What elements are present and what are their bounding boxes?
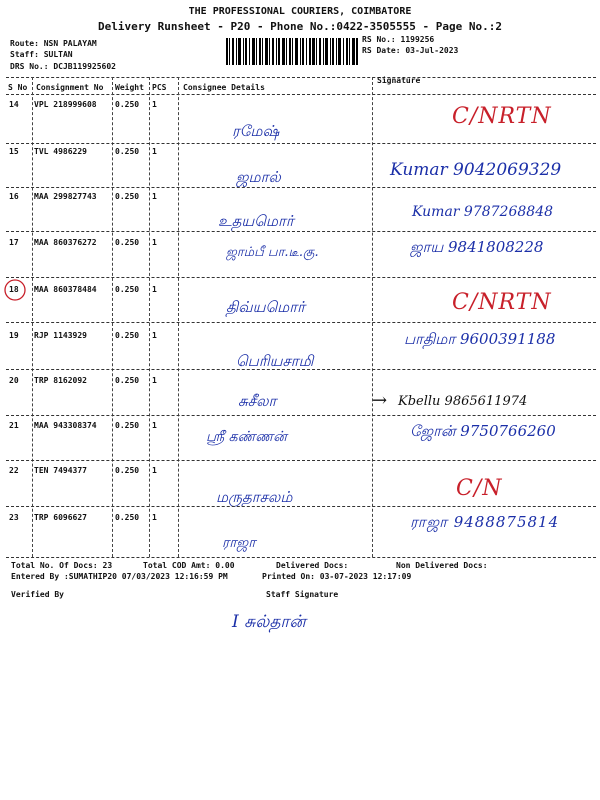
row-consignment: RJP 1143929 — [34, 331, 87, 340]
row-signature: Kumar 9787268848 — [412, 204, 554, 220]
row-divider — [6, 369, 596, 370]
rs-date: RS Date: 03-Jul-2023 — [362, 46, 459, 55]
row-consignee: பெரியசாமி — [236, 352, 314, 370]
barcode-image — [226, 38, 359, 65]
staff-signature-value: I சுல்தான் — [232, 612, 306, 632]
row-consignment: MAA 299827743 — [34, 192, 97, 201]
row-pcs: 1 — [152, 331, 157, 340]
col-divider — [372, 77, 373, 557]
row-pcs: 1 — [152, 192, 157, 201]
row-signature: பாதிமா 9600391188 — [404, 330, 556, 348]
row-weight: 0.250 — [115, 331, 140, 340]
row-consignment: VPL 218999608 — [34, 100, 97, 109]
col-header-consignee: Consignee Details — [183, 83, 265, 92]
row-sno: 18 — [9, 285, 19, 294]
printed-on: Printed On: 03-07-2023 12:17:09 — [262, 572, 412, 581]
row-consignee: ஜமால் — [236, 168, 281, 186]
row-weight: 0.250 — [115, 238, 140, 247]
row-sno: 20 — [9, 376, 19, 385]
col-header-pcs: PCS — [152, 83, 167, 92]
entered-by: Entered By :SUMATHIP20 07/03/2023 12:16:59 PM — [11, 572, 228, 581]
col-divider — [112, 77, 113, 557]
row-sno: 14 — [9, 100, 19, 109]
row-divider — [6, 506, 596, 507]
col-divider — [149, 77, 150, 557]
row-consignee: சுசீலா — [238, 392, 277, 410]
row-signature: C/NRTN — [452, 290, 552, 315]
row-divider — [6, 231, 596, 232]
staff-signature-label: Staff Signature — [266, 590, 339, 599]
row-pcs: 1 — [152, 147, 157, 156]
row-sno: 19 — [9, 331, 19, 340]
row-signature: Kbellu 9865611974 — [398, 394, 528, 409]
row-consignment: TRP 8162092 — [34, 376, 87, 385]
row-weight: 0.250 — [115, 192, 140, 201]
staff-label: Staff: SULTAN — [10, 50, 73, 59]
document-title: THE PROFESSIONAL COURIERS, COIMBATORE — [188, 6, 412, 17]
row-divider — [6, 415, 596, 416]
row-sno: 16 — [9, 192, 19, 201]
verified-by-label: Verified By — [11, 590, 64, 599]
drs-label: DRS No.: DCJB119925602 — [10, 62, 116, 71]
row-signature: ராஜா 9488875814 — [410, 513, 560, 531]
row-sno: 22 — [9, 466, 19, 475]
col-divider — [32, 77, 33, 557]
row-consignee: திவ்யமொர் — [226, 298, 305, 316]
col-divider — [178, 77, 179, 557]
row-divider — [6, 322, 596, 323]
table-header-rule — [6, 94, 596, 95]
row-pcs: 1 — [152, 376, 157, 385]
row-weight: 0.250 — [115, 421, 140, 430]
row-sno: 17 — [9, 238, 19, 247]
row-consignee: ரமேஷ் — [232, 122, 280, 140]
total-cod-amount: Total COD Amt: 0.00 — [143, 561, 235, 570]
row-weight: 0.250 — [115, 513, 140, 522]
row-pcs: 1 — [152, 238, 157, 247]
row-pcs: 1 — [152, 466, 157, 475]
col-header-weight: Weight — [115, 83, 144, 92]
row-divider — [6, 460, 596, 461]
arrow-icon: → — [372, 390, 388, 411]
row-divider — [6, 143, 596, 144]
document-subtitle: Delivery Runsheet - P20 - Phone No.:0422-3505555 - Page No.:2 — [98, 20, 502, 33]
non-delivered-docs: Non Delivered Docs: — [396, 561, 488, 570]
row-consignment: MAA 860378484 — [34, 285, 97, 294]
row-signature: C/NRTN — [452, 104, 552, 129]
row-consignee: ஸ்ரீ கண்ணன் — [206, 429, 287, 445]
row-pcs: 1 — [152, 100, 157, 109]
row-consignment: TEN 7494377 — [34, 466, 87, 475]
row-consignment: TVL 4986229 — [34, 147, 87, 156]
row-consignment: MAA 943308374 — [34, 421, 97, 430]
rs-number: RS No.: 1199256 — [362, 35, 435, 44]
row-consignment: TRP 6096627 — [34, 513, 87, 522]
row-divider — [6, 277, 596, 278]
row-sno: 21 — [9, 421, 19, 430]
row-signature: Kumar 9042069329 — [390, 160, 562, 180]
row-consignee: ஜாம்பீ பா.டீ.கு. — [226, 245, 319, 260]
row-pcs: 1 — [152, 513, 157, 522]
row-weight: 0.250 — [115, 100, 140, 109]
row-signature: ஜோன் 9750766260 — [410, 422, 556, 440]
row-divider — [6, 187, 596, 188]
row-sno: 23 — [9, 513, 19, 522]
row-weight: 0.250 — [115, 147, 140, 156]
row-divider — [6, 557, 596, 558]
row-pcs: 1 — [152, 421, 157, 430]
row-weight: 0.250 — [115, 285, 140, 294]
row-signature: ஜாய 9841808228 — [410, 238, 544, 256]
route-label: Route: NSN PALAYAM — [10, 39, 97, 48]
row-pcs: 1 — [152, 285, 157, 294]
delivered-docs: Delivered Docs: — [276, 561, 349, 570]
col-header-signature: Signature — [377, 76, 421, 85]
row-consignee: மருதாசலம் — [216, 488, 293, 506]
row-weight: 0.250 — [115, 466, 140, 475]
total-docs: Total No. Of Docs: 23 — [11, 561, 113, 570]
table-top-rule — [6, 77, 596, 78]
col-header-consignment: Consignment No — [36, 83, 104, 92]
row-consignment: MAA 860376272 — [34, 238, 97, 247]
row-signature: C/N — [456, 476, 503, 501]
row-weight: 0.250 — [115, 376, 140, 385]
row-consignee: ராஜா — [222, 535, 256, 551]
row-sno: 15 — [9, 147, 19, 156]
col-header-sno: S No — [8, 83, 28, 92]
row-consignee: உதயமொர் — [218, 212, 294, 230]
